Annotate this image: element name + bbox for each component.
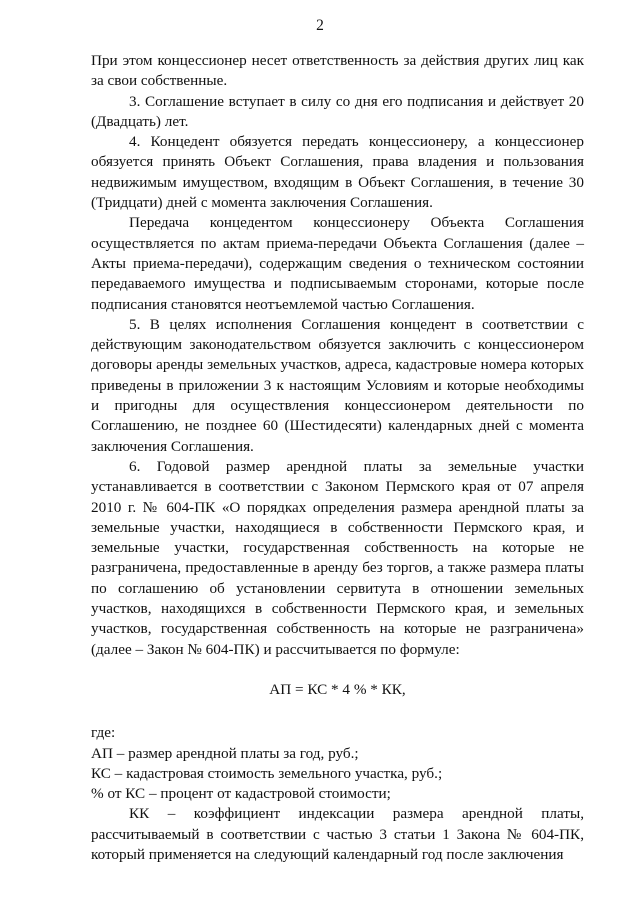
paragraph-transfer: Передача концедентом концессионеру Объекта Соглашения осуществляется по актам приема-передачи Объекта Соглашения (далее – Акты приема-передачи), содержащим сведения о техническом состоянии передаваемого имущества и подписываемым сторонами, которые после подписания становятся неотъемлемой частью Соглашения. (91, 214, 584, 313)
rent-formula: АП = КС * 4 % * КК, (269, 680, 406, 698)
paragraph-clause-4: 4. Концедент обязуется передать концессионеру, а концессионер обязуется принять Объект Соглашения, права владения и пользования недвижимым имуществом, входящим в Объект Соглашения, в течение 30 (Тридцати) дней с момента заключения Соглашения. (91, 133, 584, 212)
document-body (91, 51, 584, 865)
paragraph-clause-3: 3. Соглашение вступает в силу со дня его подписания и действует 20 (Двадцать) лет. (91, 92, 584, 130)
definition-kk: КК – коэффициент индексации размера арендной платы, рассчитываемый в соответствии с частью 3 статьи 1 Закона № 604-ПК, который применяется на следующий календарный год после заключения (91, 805, 584, 863)
paragraph-clause-6: 6. Годовой размер арендной платы за земельные участки устанавливается в соответствии с Законом Пермского края от 07 апреля 2010 г. № 604-ПК «О порядках определения размера арендной платы за земельные участки, находящиеся в собственности Пермского края, и земельные участки, государственная собственность на которые не разграничена, предоставленные в аренду без торгов, а также размера платы по соглашению об установлении сервитута в отношении земельных участков, находящихся в собственности Пермского края, и земельных участков, государственная собственность на которые не разграничена» (далее – Закон № 604-ПК) и рассчитывается по формуле: (91, 457, 584, 658)
paragraph-responsibility: При этом концессионер несет ответственность за действия других лиц как за свои собственные. (91, 52, 584, 90)
definition-percent: % от КС – процент от кадастровой стоимости; (91, 785, 391, 803)
definition-ks: КС – кадастровая стоимость земельного участка, руб.; (91, 764, 443, 782)
definition-ap: АП – размер арендной платы за год, руб.; (91, 744, 359, 762)
definitions-intro: где: (91, 724, 116, 742)
paragraph-clause-5: 5. В целях исполнения Соглашения концедент в соответствии с действующим законодательством обязуется заключить с концессионером договоры аренды земельных участков, адреса, кадастровые номера которых приведены в приложении 3 к настоящим Условиям и которые необходимы и пригодны для осуществления концессионером деятельности по Соглашению, не позднее 60 (Шестидесяти) календарных дней с момента заключения Соглашения. (91, 315, 584, 455)
page-number: 2 (316, 17, 324, 34)
